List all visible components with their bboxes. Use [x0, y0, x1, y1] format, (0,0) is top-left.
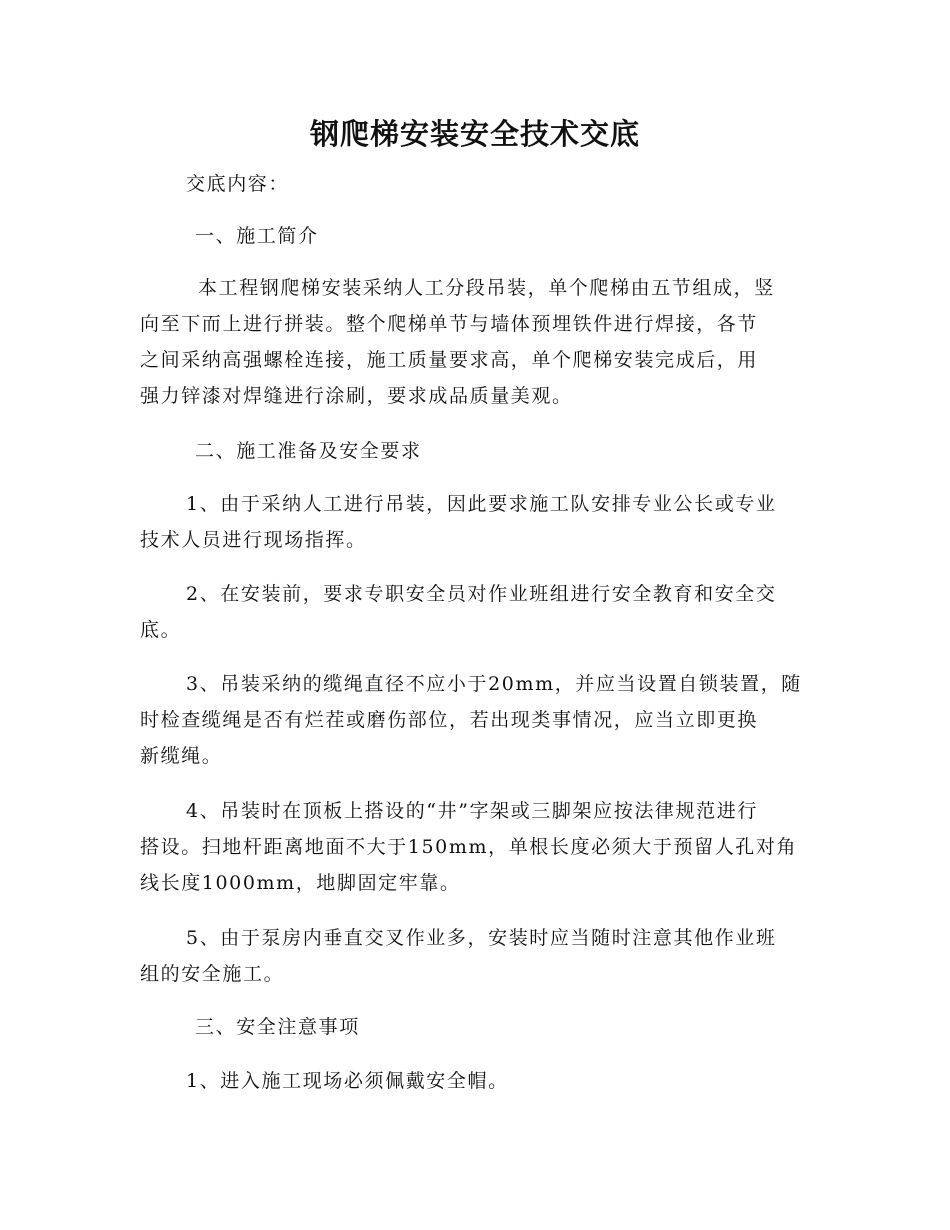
paragraph-line: 线长度1000mm，地脚固定牢靠。 [140, 872, 461, 894]
section2-heading: 二、施工准备及安全要求 [195, 440, 422, 462]
paragraph-line: 时检查缆绳是否有烂茬或磨伤部位，若出现类事情况，应当立即更换 [140, 709, 759, 731]
paragraph-line: 新缆绳。 [140, 745, 223, 767]
section3-item1-block [140, 1063, 808, 1099]
paragraph-line: 2、在安装前，要求专职安全员对作业班组进行安全教育和安全交 [186, 583, 777, 605]
section3-heading: 三、安全注意事项 [195, 1016, 360, 1038]
intro-label-block [140, 166, 808, 202]
paragraph-line: 底。 [140, 619, 182, 641]
item4-paragraph [140, 793, 808, 901]
intro-label: 交底内容： [186, 173, 290, 195]
paragraph-line: 3、吊装采纳的缆绳直径不应小于20mm，并应当设置自锁装置，随 [186, 673, 802, 695]
paragraph-line: 搭设。扫地杆距离地面不大于150mm，单根长度必须大于预留人孔对角 [140, 836, 798, 858]
item3-paragraph [140, 666, 808, 774]
section1-heading: 一、施工简介 [195, 225, 319, 247]
section3-item1: 1、进入施工现场必须佩戴安全帽。 [186, 1070, 509, 1092]
section1-heading-block [140, 218, 808, 254]
paragraph-line: 5、由于泵房内垂直交叉作业多，安装时应当随时注意其他作业班 [186, 927, 777, 949]
item2-paragraph [140, 576, 808, 648]
item1-paragraph [140, 486, 808, 558]
paragraph-line: 强力锌漆对焊缝进行涂刷，要求成品质量美观。 [140, 385, 573, 407]
document-title: 钢爬梯安装安全技术交底 [309, 117, 640, 151]
section1-paragraph [140, 270, 808, 414]
paragraph-line: 技术人员进行现场指挥。 [140, 529, 367, 551]
paragraph-line: 向至下而上进行拼装。整个爬梯单节与墙体预埋铁件进行焊接，各节 [140, 313, 759, 335]
paragraph-line: 本工程钢爬梯安装采纳人工分段吊装，单个爬梯由五节组成，竖 [198, 277, 775, 299]
paragraph-line: 之间采纳高强螺栓连接，施工质量要求高，单个爬梯安装完成后，用 [140, 349, 759, 371]
paragraph-line: 4、吊装时在顶板上搭设的“井”字架或三脚架应按法律规范进行 [186, 800, 758, 822]
item5-paragraph [140, 920, 808, 992]
section2-heading-block [140, 433, 808, 469]
paragraph-line: 组的安全施工。 [140, 963, 285, 985]
section3-heading-block [140, 1009, 808, 1045]
paragraph-line: 1、由于采纳人工进行吊装，因此要求施工队安排专业公长或专业 [186, 493, 777, 515]
